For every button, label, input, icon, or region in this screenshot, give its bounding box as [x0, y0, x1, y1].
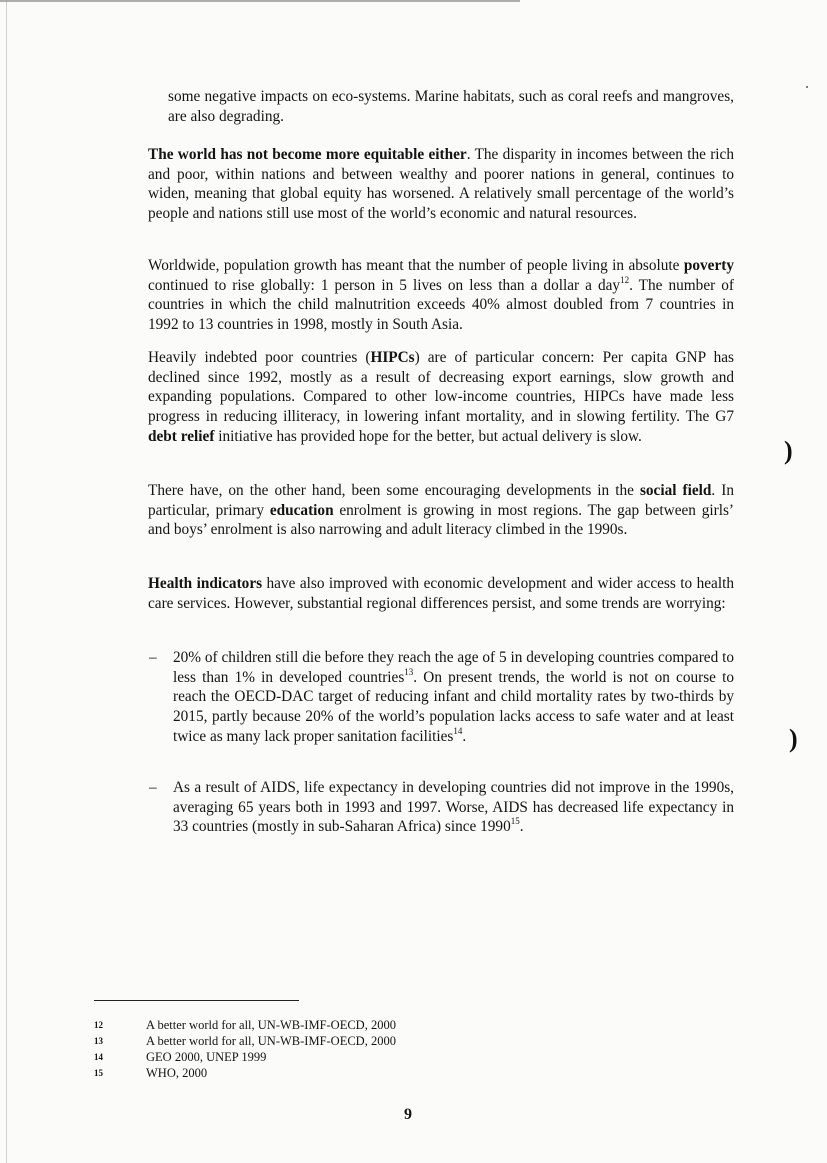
- bullet-text-part: . On present trends, the world is not on course to reach the OECD-DAC target of reducing infant and child mortality rates by two-thirds by 2015, partly because 20% of the world’s population lacks access to safe water and at least twice as many lack proper sanitation facilities: [173, 668, 735, 745]
- footnote-number: 15: [94, 1068, 103, 1078]
- bold-phrase: The world has not become more equitable either: [148, 146, 467, 163]
- paragraph-text: some negative impacts on eco-systems. Marine habitats, such as coral reefs and mangroves, are also degrading.: [168, 88, 734, 125]
- bold-phrase: social field: [639, 482, 712, 499]
- bullet-item-aids: [148, 778, 734, 837]
- paragraph-text: enrolment is growing in most regions. The gap between girls’ and boys’ enrolment is also narrowing and adult literacy climbed in the 1990s.: [148, 501, 735, 539]
- bold-phrase: poverty: [683, 257, 734, 274]
- bullet-text: [173, 648, 734, 747]
- bullet-dash: –: [149, 779, 157, 796]
- bullet-text: [173, 778, 734, 837]
- paragraph-text: . The number of countries in which the child malnutrition exceeds 40% almost doubled from 7 countries in 1992 to 13 countries in 1998, mostly in South Asia.: [148, 276, 734, 334]
- paragraph-poverty: [148, 256, 734, 335]
- footnote-text: A better world for all, UN-WB-IMF-OECD, 2000: [146, 1034, 396, 1048]
- scan-edge-top: [0, 0, 520, 2]
- margin-mark: ): [784, 436, 793, 465]
- bullet-text-part: .: [462, 727, 467, 745]
- bullet-item-child-mortality: [148, 648, 734, 747]
- footnote-ref: 14: [453, 725, 463, 736]
- scan-edge-left: [6, 0, 7, 1163]
- footnote-separator: [94, 1000, 299, 1001]
- bold-phrase: Health indicators: [148, 575, 263, 592]
- paragraph-text: . The disparity in incomes between the rich and poor, within nations and between wealthy and poorer nations in general, continues to widen, meaning that global equity has worsened. A relatively small percentage of the world’s people and nations still use most of the world’s economic and natural resources.: [148, 146, 734, 223]
- footnote-ref: 15: [510, 816, 520, 827]
- bullet-dash: –: [149, 649, 157, 666]
- bold-phrase: HIPCs: [370, 349, 415, 366]
- margin-mark: ): [789, 724, 798, 753]
- paragraph-ecosystems: [168, 87, 734, 126]
- footnote-number: 13: [94, 1036, 103, 1046]
- footnote-text: A better world for all, UN-WB-IMF-OECD, 2000: [146, 1018, 396, 1032]
- paragraph-text: Heavily indebted poor countries (: [148, 349, 371, 366]
- bold-phrase: debt relief: [148, 427, 215, 445]
- page-number: 9: [404, 1106, 412, 1123]
- footnote-ref: 12: [620, 274, 630, 285]
- bullet-text-part: .: [519, 818, 524, 836]
- paragraph-social-field: [148, 481, 734, 540]
- footnote-text: GEO 2000, UNEP 1999: [146, 1050, 267, 1064]
- footnote-ref: 13: [404, 666, 414, 677]
- bullet-text-part: 20% of children still die before they reach the age of 5 in developing countries compared to less than 1% in developed countries: [173, 649, 734, 686]
- footnote-text: WHO, 2000: [146, 1066, 208, 1080]
- paragraph-health: [148, 574, 734, 613]
- paragraph-hipcs: [148, 348, 734, 447]
- bullet-text-part: As a result of AIDS, life expectancy in developing countries did not improve in the 1990s, averaging 65 years both in 1993 and 1997. Worse, AIDS has decreased life expectancy in 33 countries (mostly in sub-Saharan Africa) since 1990: [173, 779, 734, 836]
- paragraph-text: ) are of particular concern: Per capita GNP has declined since 1992, mostly as a result of decreasing export earnings, slow growth and expanding populations. Compared to other low-income countries, HIPCs have made less progress in reducing illiteracy, in lowering infant mortality, and in slowing fertility. The G7: [148, 349, 734, 426]
- paragraph-text: . In particular, primary: [148, 482, 734, 519]
- paragraph-text: There have, on the other hand, been some encouraging developments in the: [148, 482, 640, 499]
- paragraph-text: have also improved with economic development and wider access to health care services. However, substantial regional differences persist, and some trends are worrying:: [148, 575, 734, 612]
- paragraph-text: Worldwide, population growth has meant that the number of people living in absolute: [148, 257, 684, 274]
- bold-phrase: education: [269, 501, 334, 519]
- scan-speck: [806, 86, 808, 88]
- footnote-number: 14: [94, 1052, 103, 1062]
- paragraph-equity: [148, 145, 734, 224]
- paragraph-text: continued to rise globally: 1 person in 5 lives on less than a dollar a day: [148, 276, 621, 294]
- paragraph-text: initiative has provided hope for the better, but actual delivery is slow.: [214, 427, 642, 445]
- footnote-number: 12: [94, 1020, 103, 1030]
